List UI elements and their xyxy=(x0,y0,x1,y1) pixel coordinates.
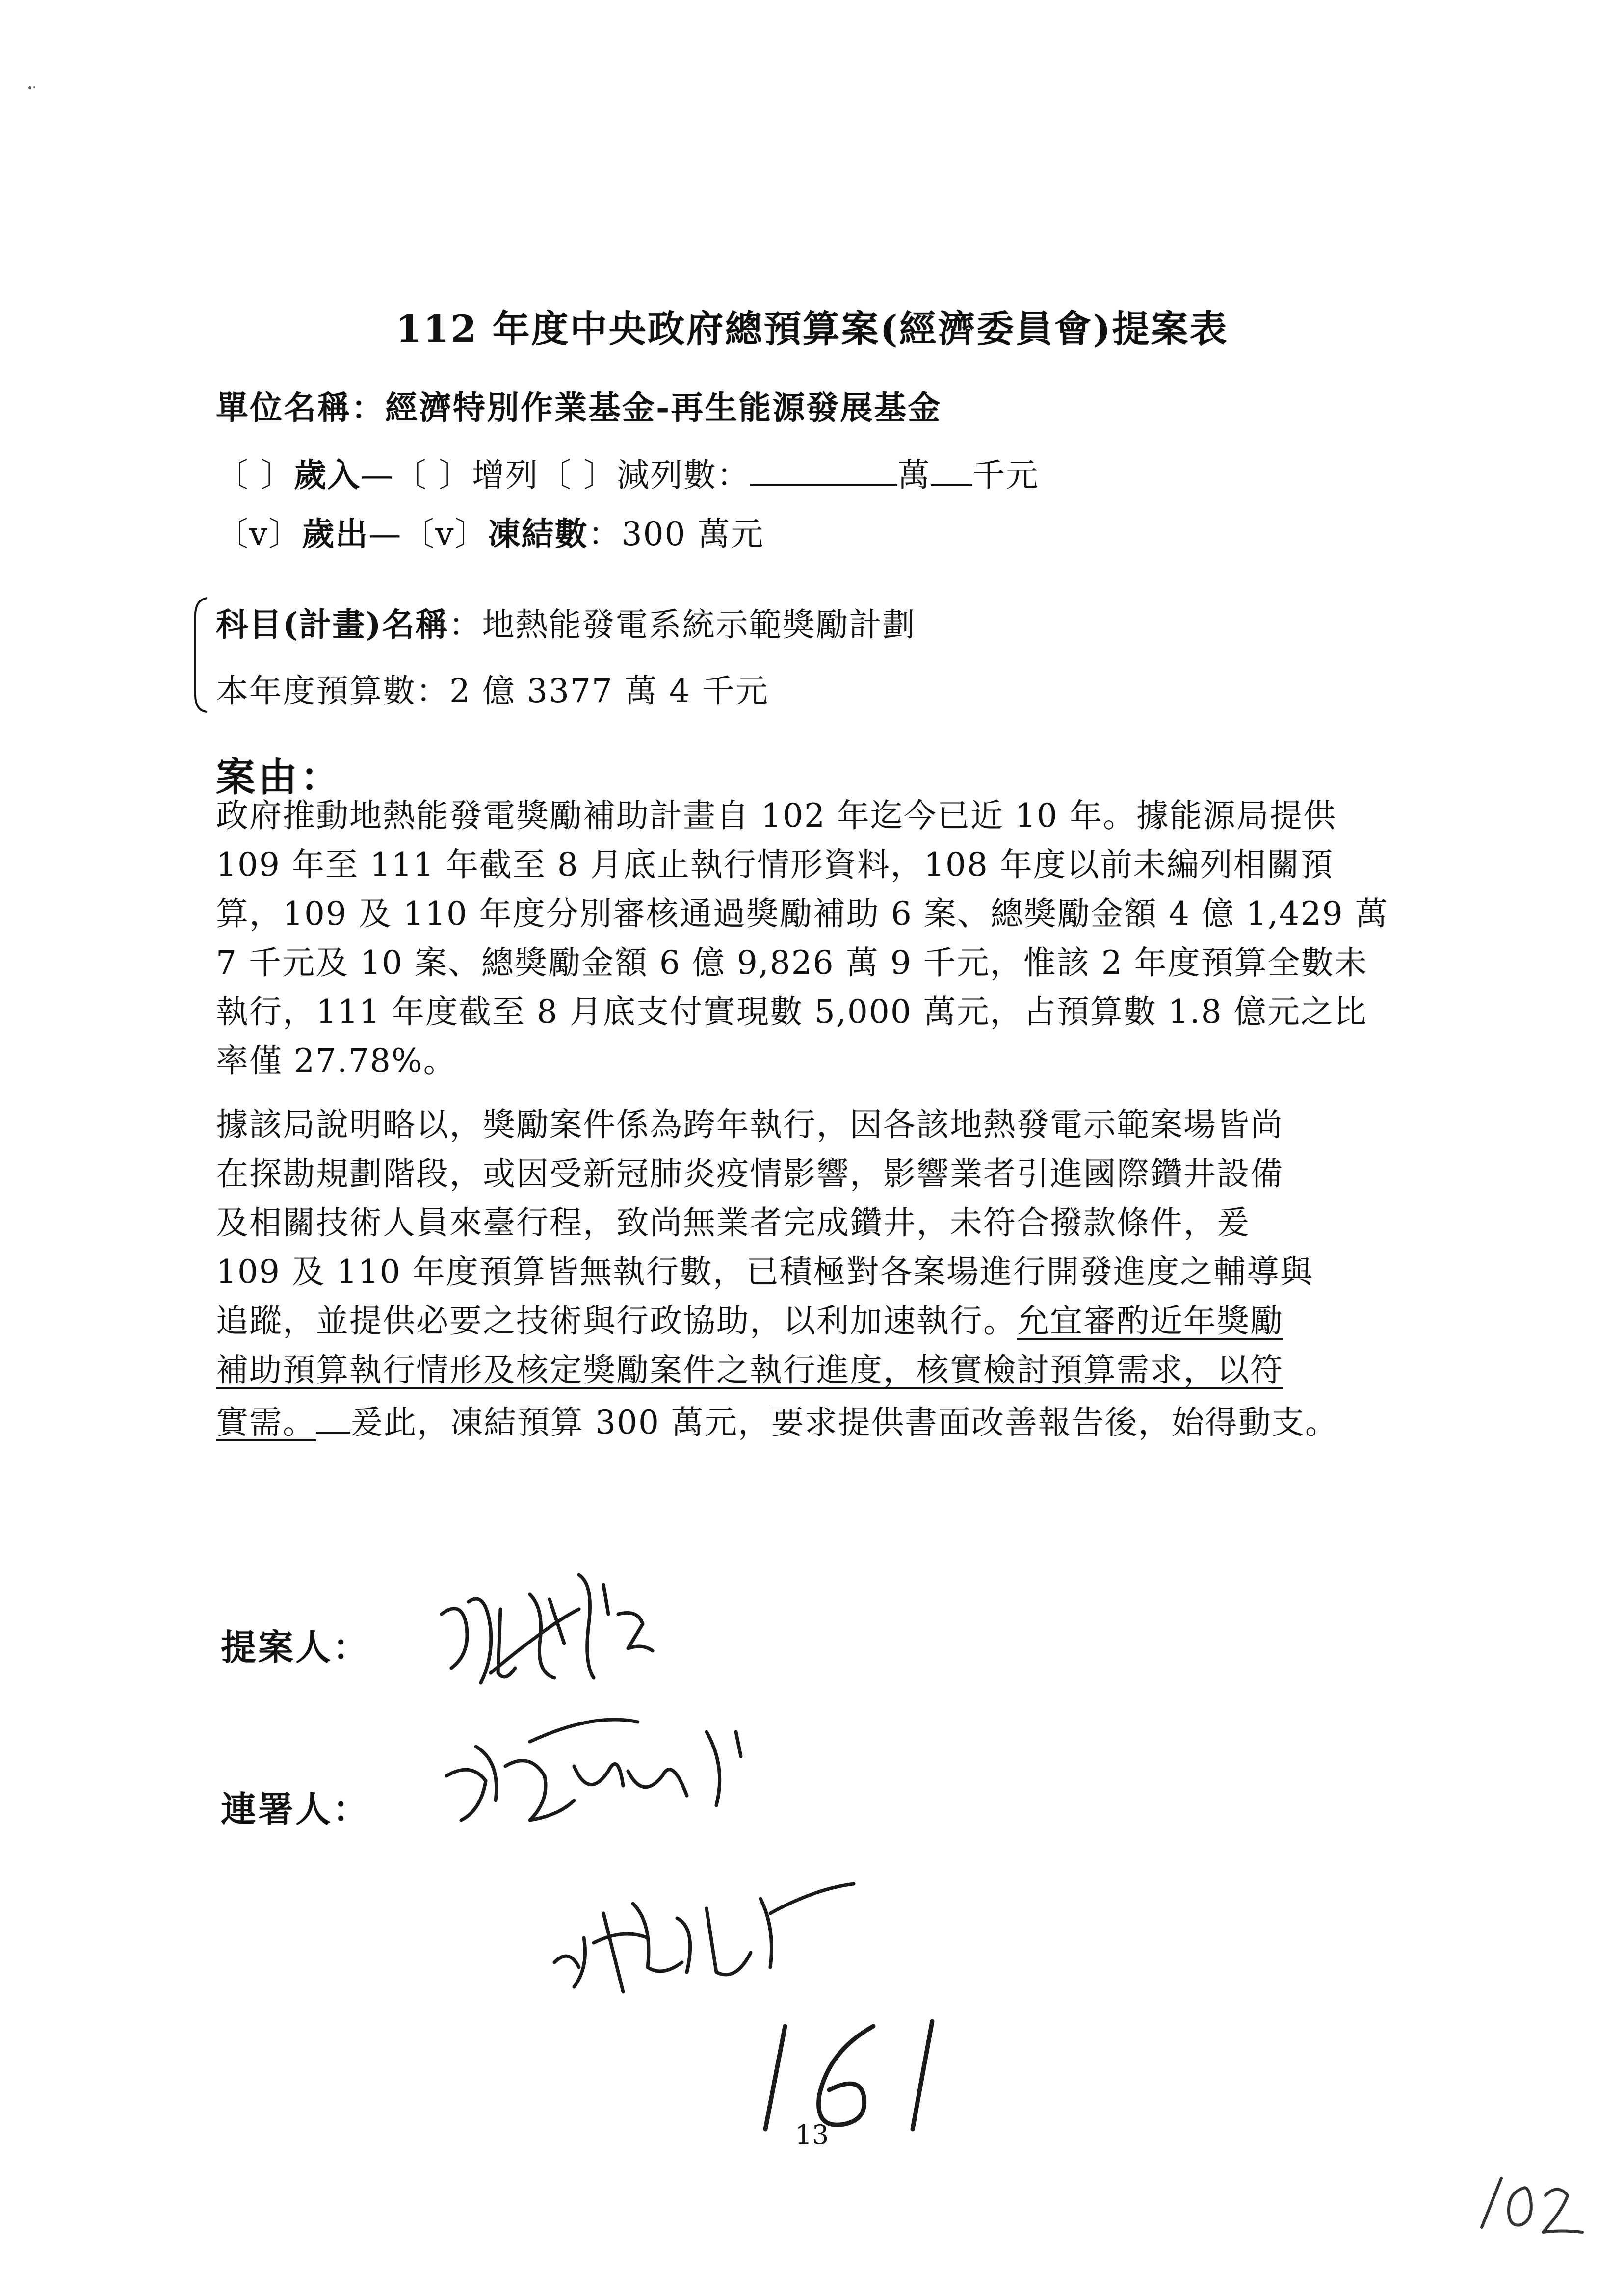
frozen-label: 凍結數 xyxy=(488,515,588,553)
unit-label: 單位名稱： xyxy=(216,389,385,427)
reason-heading: 案由： xyxy=(216,754,342,800)
revenue-dash: — xyxy=(360,456,394,494)
paragraph-line: 政府推動地熱能發電獎勵補助計畫自 102 年迄今已近 10 年。據能源局提供 xyxy=(216,797,1336,835)
corner-handwritten-number xyxy=(1472,2168,1590,2242)
underlined-text: 允宜審酌近年獎勵 xyxy=(1017,1302,1283,1340)
cosigner-signature-1 xyxy=(432,1702,805,1850)
subject-line xyxy=(216,599,916,645)
paragraph-line: 算，109 及 110 年度分別審核通過獎勵補助 6 案、總獎勵金額 4 億 1,429 萬 xyxy=(216,895,1388,933)
page-number: 13 xyxy=(795,2119,829,2150)
expenditure-label: 歲出 xyxy=(302,515,369,553)
scan-dot-mark xyxy=(27,83,38,92)
decrease-label: 減列數： xyxy=(616,456,750,494)
unit-value: 經濟特別作業基金-再生能源發展基金 xyxy=(385,389,942,427)
unit-wan: 萬 xyxy=(897,456,931,494)
underlined-text: 補助預算執行情形及核定獎勵案件之執行進度，核實檢討預算需求，以符 xyxy=(216,1351,1283,1389)
plain-text: 爰此，凍結預算 300 萬元，要求提供書面改善報告後，始得動支。 xyxy=(350,1404,1338,1441)
increase-label: 增列 xyxy=(471,456,539,494)
expenditure-dash: — xyxy=(368,515,402,553)
amount-blank-wan xyxy=(750,457,897,486)
reason-paragraph-2 xyxy=(216,1106,1338,1452)
paragraph-line: 率僅 27.78%。 xyxy=(216,1042,457,1080)
frozen-value: ：300 萬元 xyxy=(588,515,764,553)
paragraph-line xyxy=(216,1403,1338,1452)
proposer-label: 提案人： xyxy=(221,1626,370,1668)
amount-blank-qian xyxy=(931,457,972,486)
frozen-checkbox: 〔v〕 xyxy=(402,515,488,553)
increase-checkbox: 〔 〕 xyxy=(393,456,472,494)
expenditure-checkbox: 〔v〕 xyxy=(216,515,302,553)
unit-qian: 千元 xyxy=(972,456,1039,494)
paragraph-line xyxy=(216,1302,1338,1354)
left-brace-icon xyxy=(192,596,208,714)
revenue-checkbox: 〔 〕 xyxy=(216,456,294,494)
unit-line xyxy=(216,382,942,428)
paragraph-line: 執行，111 年度截至 8 月底支付實現數 5,000 萬元，占預算數 1.8 億元之比 xyxy=(216,993,1367,1031)
paragraph-line: 據該局說明略以，獎勵案件係為跨年執行，因各該地熱發電示範案場皆尚 xyxy=(216,1106,1283,1144)
subject-value: ：地熱能發電系統示範獎勵計劃 xyxy=(448,606,916,644)
paragraph-line: 109 年至 111 年截至 8 月底止執行情形資料，108 年度以前未編列相關預 xyxy=(216,846,1334,884)
proposer-signature xyxy=(432,1555,687,1722)
paragraph-line: 109 及 110 年度預算皆無執行數，已積極對各案場進行開發進度之輔導與 xyxy=(216,1253,1313,1291)
paragraph-line: 及相關技術人員來臺行程，致尚無業者完成鑽井，未符合撥款條件，爰 xyxy=(216,1204,1250,1242)
paragraph-line xyxy=(216,1351,1338,1403)
plain-text: 追蹤，並提供必要之技術與行政協助，以利加速執行。 xyxy=(216,1302,1017,1340)
revenue-label: 歲入 xyxy=(293,456,361,494)
paragraph-line: 7 千元及 10 案、總獎勵金額 6 億 9,826 萬 9 千元，惟該 2 年度預算全數未 xyxy=(216,944,1368,982)
underlined-text: 實需。 xyxy=(216,1404,316,1441)
budget-line: 本年度預算數：2 億 3377 萬 4 千元 xyxy=(216,672,769,710)
cosigner-label: 連署人： xyxy=(221,1788,370,1830)
revenue-line xyxy=(216,449,1039,496)
reason-paragraph-1 xyxy=(216,797,1388,1094)
cosigner-signature-2 xyxy=(540,1854,883,2002)
expenditure-line xyxy=(216,508,764,554)
page-title: 112 年度中央政府總預算案(經濟委員會)提案表 xyxy=(395,307,1229,351)
subject-label: 科目(計畫)名稱 xyxy=(216,605,449,644)
decrease-checkbox: 〔 〕 xyxy=(538,456,617,494)
underline-tail xyxy=(316,1403,350,1434)
paragraph-line: 在探勘規劃階段，或因受新冠肺炎疫情影響，影響業者引進國際鑽井設備 xyxy=(216,1155,1283,1193)
